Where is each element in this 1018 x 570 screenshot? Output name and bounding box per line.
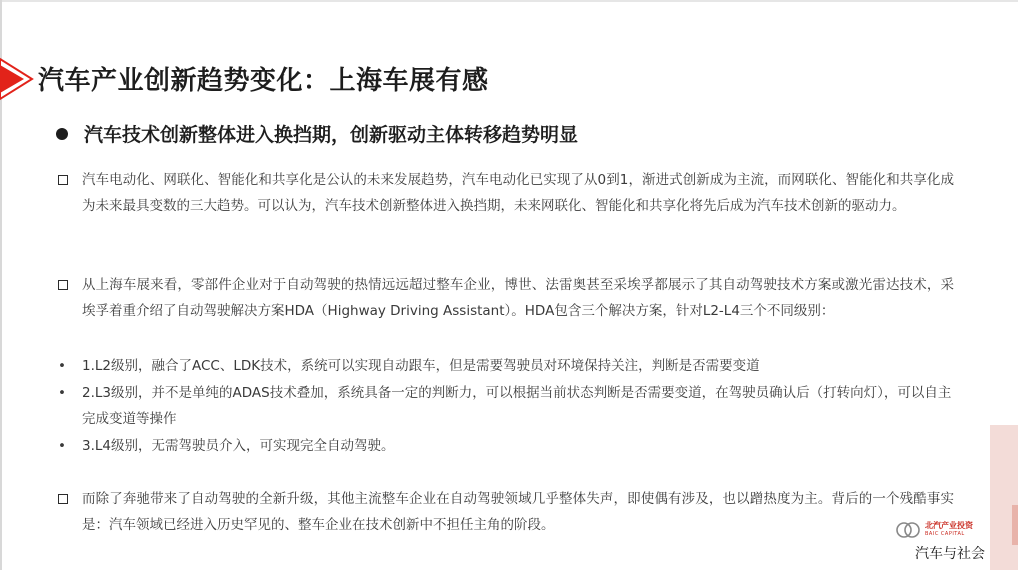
baic-logo-icon [895,521,921,539]
source-watermark: 汽车与社会 [915,546,985,562]
baic-capital-logo [895,521,973,539]
list-bullet: • [58,438,66,454]
paragraph-1 [58,167,954,219]
level-text: 2.L3级别，并不是单纯的ADAS技术叠加，系统具备一定的判断力，可以根据当前状态判断是否需要变道，在驾驶员确认后（打转向灯），可以自主完成变道等操作 [82,385,952,427]
square-bullet-icon [58,280,68,290]
level-text: 3.L4级别，无需驾驶员介入，可实现完全自动驾驶。 [82,438,395,454]
paragraph-3 [58,486,954,538]
slide-title: 汽车产业创新趋势变化：上海车展有感 [38,66,489,96]
square-bullet-icon [58,175,68,185]
list-bullet: • [58,385,66,401]
logo-cn: 北汽产业投资 [925,521,973,530]
logo-text [925,522,973,538]
subtitle-row [56,120,578,147]
paragraph-2 [58,272,954,324]
level-text: 1.L2级别，融合了ACC、LDK技术，系统可以实现自动跟车，但是需要驾驶员对环境保持关注，判断是否需要变道 [82,358,760,374]
paragraph-text: 而除了奔驰带来了自动驾驶的全新升级，其他主流整车企业在自动驾驶领域几乎整体失声，即使偶有涉及，也以蹭热度为主。背后的一个残酷事实是：汽车领域已经进入历史罕见的、整车企业在技术创新中不担任主角的阶段。 [82,491,954,533]
slide-top-border [0,0,1018,2]
title-arrow-icon [0,57,34,101]
square-bullet-icon [58,494,68,504]
logo-en: BAIC CAPITAL [925,531,965,537]
bullet-dot-icon [56,128,68,140]
paragraph-text: 从上海车展来看，零部件企业对于自动驾驶的热情远远超过整车企业，博世、法雷奥甚至采埃孚都展示了其自动驾驶技术方案或激光雷达技术，采埃孚着重介绍了自动驾驶解决方案HDA（Highway Driving Assistant）。HDA包含三个解决方案，针对L2-L4三个不同级别： [82,277,954,319]
decorative-side-bar [990,425,1018,570]
level-item-l3 [58,380,954,432]
decorative-side-accent [1012,505,1018,545]
level-item-l4 [58,433,954,459]
paragraph-text: 汽车电动化、网联化、智能化和共享化是公认的未来发展趋势，汽车电动化已实现了从0到1，渐进式创新成为主流，而网联化、智能化和共享化成为未来最具变数的三大趋势。可以认为，汽车技术创新整体进入换挡期，未来网联化、智能化和共享化将先后成为汽车技术创新的驱动力。 [82,172,954,214]
level-item-l2 [58,353,954,379]
list-bullet: • [58,358,66,374]
slide-subtitle: 汽车技术创新整体进入换挡期，创新驱动主体转移趋势明显 [84,124,579,146]
